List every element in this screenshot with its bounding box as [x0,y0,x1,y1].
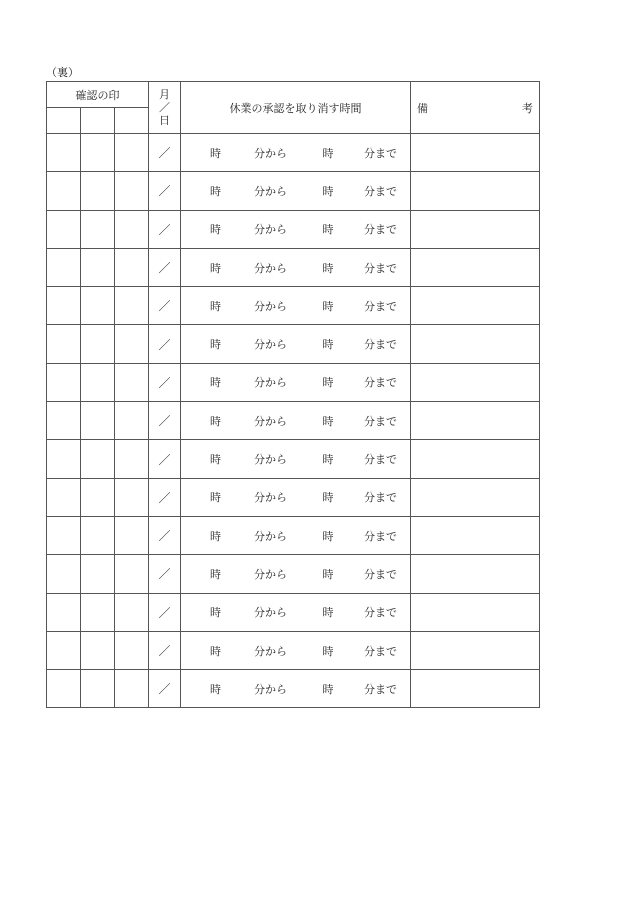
remarks-cell[interactable] [411,631,540,669]
minute-to: 分まで [364,223,397,237]
minute-from: 分から [254,146,287,160]
seal-cell[interactable] [115,210,149,248]
table-row [47,593,540,631]
time-cell[interactable] [181,402,411,440]
seal-cell[interactable] [115,248,149,286]
minute-from: 分から [254,376,287,390]
time-cell[interactable] [181,134,411,172]
day-label: 日 [159,114,170,127]
minute-from: 分から [254,223,287,237]
seal-cell[interactable] [81,440,115,478]
hour-from: 時 [210,529,221,543]
seal-cell[interactable] [47,287,81,325]
seal-cell-2[interactable] [81,108,115,134]
hour-to: 時 [322,682,334,696]
seal-cell[interactable] [81,516,115,554]
seal-cell[interactable] [47,440,81,478]
seal-cell[interactable] [47,670,81,708]
date-cell[interactable]: ／ [149,248,181,286]
table-row [47,325,540,363]
minute-to: 分まで [364,453,397,467]
seal-cell[interactable] [115,670,149,708]
table-row [47,555,540,593]
hour-to: 時 [322,376,334,390]
seal-cell[interactable] [47,325,81,363]
minute-from: 分から [254,414,287,428]
remarks-cell[interactable] [411,670,540,708]
reverse-side-label: （裏） [46,66,79,79]
seal-cell[interactable] [115,478,149,516]
seal-cell[interactable] [115,555,149,593]
seal-cell[interactable] [81,593,115,631]
date-cell[interactable]: ／ [149,210,181,248]
month-day-header [149,82,181,134]
seal-cell[interactable] [115,631,149,669]
time-cell[interactable] [181,631,411,669]
date-cell[interactable]: ／ [149,440,181,478]
hour-to: 時 [322,223,334,237]
time-cell[interactable] [181,287,411,325]
seal-cell[interactable] [81,478,115,516]
seal-cell[interactable] [81,670,115,708]
date-cell[interactable]: ／ [149,631,181,669]
minute-from: 分から [254,338,287,352]
date-cell[interactable]: ／ [149,478,181,516]
seal-cell[interactable] [47,402,81,440]
hour-from: 時 [210,299,221,313]
date-cell[interactable]: ／ [149,287,181,325]
date-cell[interactable]: ／ [149,593,181,631]
date-cell[interactable]: ／ [149,172,181,210]
date-cell[interactable]: ／ [149,516,181,554]
month-label: 月 [159,88,170,101]
time-cell[interactable] [181,363,411,401]
hour-from: 時 [210,146,221,160]
hour-from: 時 [210,184,221,198]
slash-label: ／ [159,101,170,114]
time-cell[interactable] [181,248,411,286]
confirm-seal-header: 確認の印 [47,82,149,108]
date-cell[interactable]: ／ [149,363,181,401]
table-row [47,516,540,554]
hour-from: 時 [210,261,221,275]
seal-cell-1[interactable] [47,108,81,134]
hour-to: 時 [322,491,334,505]
seal-cell[interactable] [115,440,149,478]
date-cell[interactable]: ／ [149,402,181,440]
seal-cell[interactable] [115,134,149,172]
minute-from: 分から [254,453,287,467]
minute-to: 分まで [364,261,397,275]
minute-from: 分から [254,682,287,696]
minute-to: 分まで [364,146,397,160]
table-row [47,402,540,440]
minute-from: 分から [254,606,287,620]
seal-cell[interactable] [81,172,115,210]
hour-from: 時 [210,644,221,658]
hour-to: 時 [322,299,334,313]
seal-cell[interactable] [47,593,81,631]
seal-cell[interactable] [47,631,81,669]
remarks-cell[interactable] [411,555,540,593]
table-row [47,210,540,248]
seal-cell[interactable] [47,516,81,554]
seal-cell[interactable] [47,478,81,516]
seal-cell[interactable] [47,210,81,248]
minute-from: 分から [254,529,287,543]
hour-to: 時 [322,606,334,620]
seal-cell[interactable] [81,210,115,248]
date-cell[interactable]: ／ [149,325,181,363]
time-cell[interactable] [181,555,411,593]
hour-to: 時 [322,644,334,658]
minute-from: 分から [254,261,287,275]
seal-cell[interactable] [81,325,115,363]
minute-from: 分から [254,184,287,198]
seal-cell[interactable] [81,363,115,401]
seal-cell[interactable] [47,363,81,401]
time-cell[interactable] [181,210,411,248]
remarks-cell[interactable] [411,363,540,401]
time-cell[interactable] [181,325,411,363]
remarks-cell[interactable] [411,440,540,478]
hour-to: 時 [322,453,334,467]
minute-from: 分から [254,567,287,581]
minute-to: 分まで [364,414,397,428]
hour-to: 時 [322,184,334,198]
minute-to: 分まで [364,529,397,543]
minute-to: 分まで [364,299,397,313]
table-row [47,478,540,516]
table-row [47,134,540,172]
time-cell[interactable] [181,440,411,478]
remarks-cell[interactable] [411,287,540,325]
hour-to: 時 [322,146,334,160]
seal-cell[interactable] [115,593,149,631]
table-row [47,440,540,478]
seal-cell[interactable] [47,172,81,210]
date-cell[interactable]: ／ [149,670,181,708]
hour-from: 時 [210,606,221,620]
cancel-time-header: 休業の承認を取り消す時間 [181,82,411,134]
minute-to: 分まで [364,682,397,696]
remarks-header [411,82,540,134]
minute-from: 分から [254,644,287,658]
remarks-cell[interactable] [411,402,540,440]
remarks-cell[interactable] [411,210,540,248]
remarks-label-2: 考 [522,101,533,115]
time-cell[interactable] [181,478,411,516]
hour-to: 時 [322,338,334,352]
seal-cell[interactable] [47,555,81,593]
hour-from: 時 [210,682,221,696]
seal-cell[interactable] [115,402,149,440]
minute-to: 分まで [364,376,397,390]
hour-from: 時 [210,376,221,390]
minute-to: 分まで [364,338,397,352]
remarks-cell[interactable] [411,516,540,554]
hour-to: 時 [322,567,334,581]
table-row [47,363,540,401]
remarks-cell[interactable] [411,172,540,210]
hour-from: 時 [210,491,221,505]
remarks-cell[interactable] [411,478,540,516]
hour-from: 時 [210,567,221,581]
seal-cell[interactable] [115,363,149,401]
table-row [47,172,540,210]
seal-cell[interactable] [115,516,149,554]
remarks-cell[interactable] [411,248,540,286]
table-row [47,287,540,325]
seal-cell-3[interactable] [115,108,149,134]
minute-to: 分まで [364,491,397,505]
seal-cell[interactable] [81,402,115,440]
hour-to: 時 [322,414,334,428]
time-cell[interactable] [181,670,411,708]
minute-to: 分まで [364,567,397,581]
seal-cell[interactable] [81,248,115,286]
hour-to: 時 [322,529,334,543]
seal-cell[interactable] [81,287,115,325]
date-cell[interactable]: ／ [149,134,181,172]
minute-to: 分まで [364,644,397,658]
time-cell[interactable] [181,516,411,554]
seal-cell[interactable] [115,172,149,210]
time-cell[interactable] [181,172,411,210]
seal-cell[interactable] [81,631,115,669]
minute-to: 分まで [364,184,397,198]
table-row [47,670,540,708]
remarks-label-1: 備 [417,101,428,115]
minute-to: 分まで [364,606,397,620]
seal-cell[interactable] [115,287,149,325]
seal-cell[interactable] [81,555,115,593]
seal-cell[interactable] [81,134,115,172]
seal-cell[interactable] [115,325,149,363]
date-cell[interactable]: ／ [149,555,181,593]
remarks-cell[interactable] [411,134,540,172]
hour-from: 時 [210,453,221,467]
table-row [47,248,540,286]
hour-to: 時 [322,261,334,275]
time-cell[interactable] [181,593,411,631]
remarks-cell[interactable] [411,593,540,631]
hour-from: 時 [210,223,221,237]
minute-from: 分から [254,299,287,313]
remarks-cell[interactable] [411,325,540,363]
table-row [47,631,540,669]
seal-cell[interactable] [47,134,81,172]
seal-cell[interactable] [47,248,81,286]
cancellation-table [46,81,540,708]
hour-from: 時 [210,338,221,352]
minute-from: 分から [254,491,287,505]
hour-from: 時 [210,414,221,428]
